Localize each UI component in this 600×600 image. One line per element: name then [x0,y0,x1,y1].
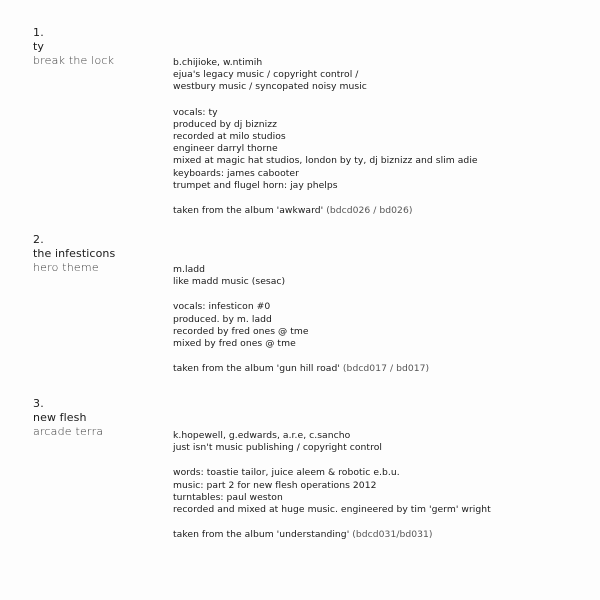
credit-line: engineer darryl thorne [173,143,278,155]
track-artist: ty [33,40,45,53]
credit-line: words: toastie tailor, juice aleem & robotic e.b.u. [173,467,400,479]
album-source: taken from the album 'awkward' [173,205,324,217]
catalog-number: (bdcd017 / bd017) [342,363,430,375]
track-number: 2. [33,233,44,246]
credit-line: m.ladd [173,264,206,275]
credit-line: just isn't music publishing / copyright control [173,442,382,454]
credit-line: like madd music (sesac) [173,276,286,288]
credit-line: turntables: paul weston [173,491,283,503]
credit-line: vocals: infesticon #0 [173,301,271,313]
track-heading [33,397,163,439]
credit-line: westbury music / syncopated noisy music [173,81,367,93]
track-heading [33,26,163,68]
track-credits [173,57,583,217]
album-source: taken from the album 'understanding' [173,529,350,541]
credit-line: trumpet and flugel horn: jay phelps [173,179,338,191]
album-source-line [173,205,583,217]
track-title: arcade terra [33,425,104,438]
track-artist: new flesh [33,411,87,424]
credit-line: mixed at magic hat studios, london by ty, dj biznizz and slim adie [173,155,478,167]
album-source-line [173,529,583,541]
track-artist: the infesticons [33,247,116,260]
catalog-number: (bdcd031/bd031) [352,529,433,541]
credit-line: music: part 2 for new flesh operations 2012 [173,479,377,491]
track-number: 1. [33,26,44,39]
credit-line: b.chijioke, w.ntimih [173,57,263,68]
catalog-number: (bdcd026 / bd026) [326,205,413,217]
credit-line: vocals: ty [173,106,218,118]
track-number: 3. [33,397,44,410]
credit-line: recorded by fred ones @ tme [173,325,309,337]
track-title: break the lock [33,54,115,67]
track-credits [173,430,583,541]
credit-line: ejua's legacy music / copyright control / [173,69,359,81]
credit-line: mixed by fred ones @ tme [173,338,296,350]
track-title: hero theme [33,261,99,274]
credit-line: k.hopewell, g.edwards, a.r.e, c.sancho [173,430,351,441]
credit-line: recorded at milo studios [173,131,286,143]
album-source: taken from the album 'gun hill road' [173,363,340,375]
track-heading [33,233,163,275]
credit-line: recorded and mixed at huge music. engineered by tim 'germ' wright [173,504,491,516]
credit-line: keyboards: james cabooter [173,167,299,179]
track-credits [173,264,583,375]
credit-line: produced by dj biznizz [173,118,277,130]
credit-line: produced. by m. ladd [173,313,272,325]
album-source-line [173,363,583,375]
